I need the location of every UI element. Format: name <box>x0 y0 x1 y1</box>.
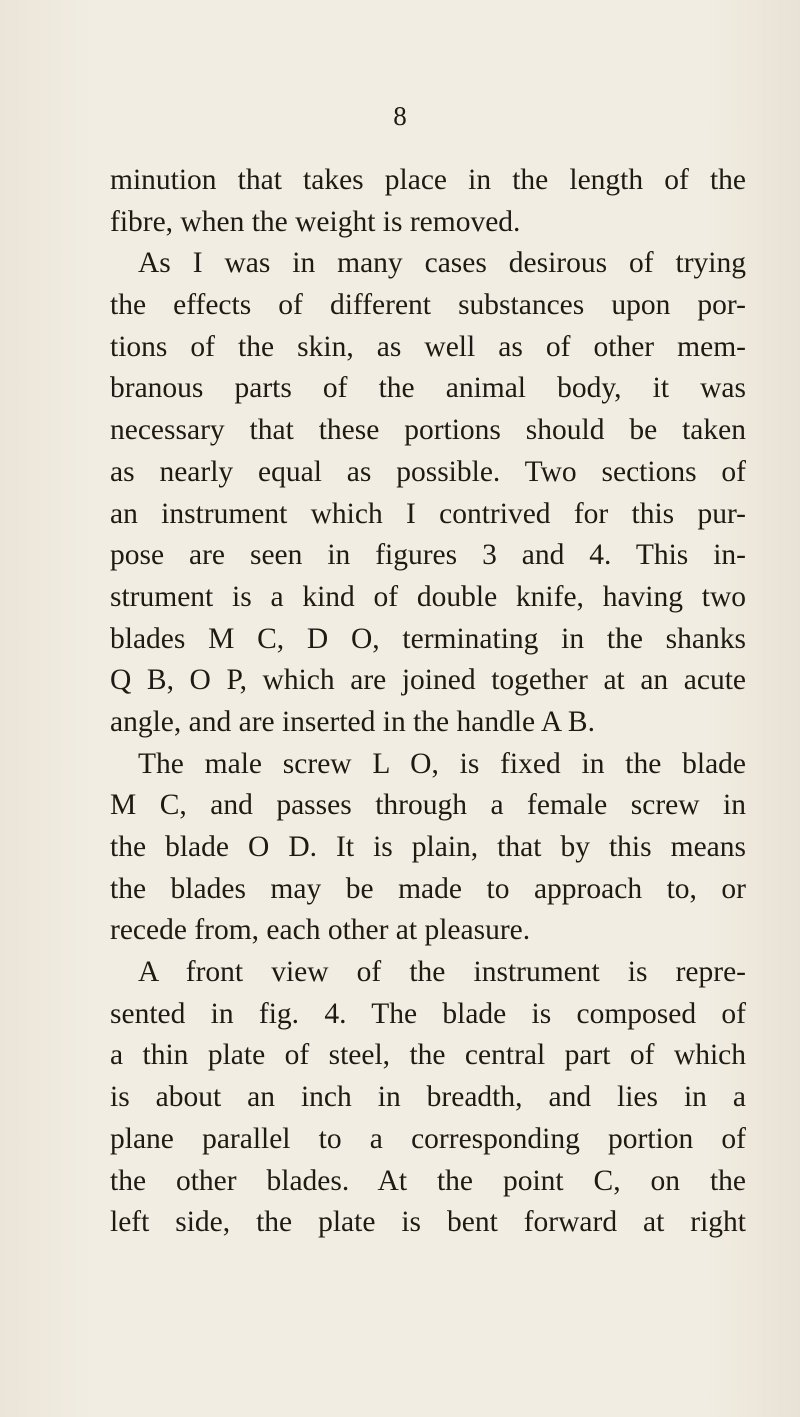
text-line: necessary that these portions should be taken <box>110 414 746 447</box>
text-line: the effects of different substances upon por- <box>110 289 746 322</box>
text-line: As I was in many cases desirous of trying <box>138 247 746 280</box>
text-line: fibre, when the weight is removed. <box>110 205 521 238</box>
text-line: an instrument which I contrived for this pur- <box>110 497 746 530</box>
text-line: M C, and passes through a female screw in <box>110 789 746 822</box>
text-line: is about an inch in breadth, and lies in a <box>110 1081 746 1114</box>
page-number: 8 <box>393 101 407 131</box>
text-line: the blades may be made to approach to, or <box>110 872 746 905</box>
text-line: minution that takes place in the length of the <box>110 164 746 196</box>
text-line: as nearly equal as possible. Two sections of <box>110 455 746 488</box>
text-line: pose are seen in figures 3 and 4. This in- <box>110 539 746 572</box>
text-line: Q B, O P, which are joined together at an acute <box>110 664 746 697</box>
body-text <box>110 160 746 1244</box>
text-line: strument is a kind of double knife, having two <box>110 580 746 613</box>
text-line: left side, the plate is bent forward at right <box>110 1206 746 1239</box>
text-line: the blade O D. It is plain, that by this means <box>110 831 746 863</box>
text-line: A front view of the instrument is repre- <box>138 956 746 989</box>
text-line: branous parts of the animal body, it was <box>110 372 746 405</box>
text-line: recede from, each other at pleasure. <box>110 914 531 947</box>
text-line: blades M C, D O, terminating in the shanks <box>110 622 746 655</box>
text-line: The male screw L O, is fixed in the blade <box>138 747 746 780</box>
text-line: the other blades. At the point C, on the <box>110 1164 746 1197</box>
text-line: a thin plate of steel, the central part of which <box>110 1039 746 1072</box>
text-line: tions of the skin, as well as of other mem- <box>110 330 746 363</box>
text-line: sented in fig. 4. The blade is composed of <box>110 997 746 1030</box>
text-line: angle, and are inserted in the handle A B. <box>110 705 595 738</box>
text-line: plane parallel to a corresponding portion of <box>110 1122 746 1155</box>
